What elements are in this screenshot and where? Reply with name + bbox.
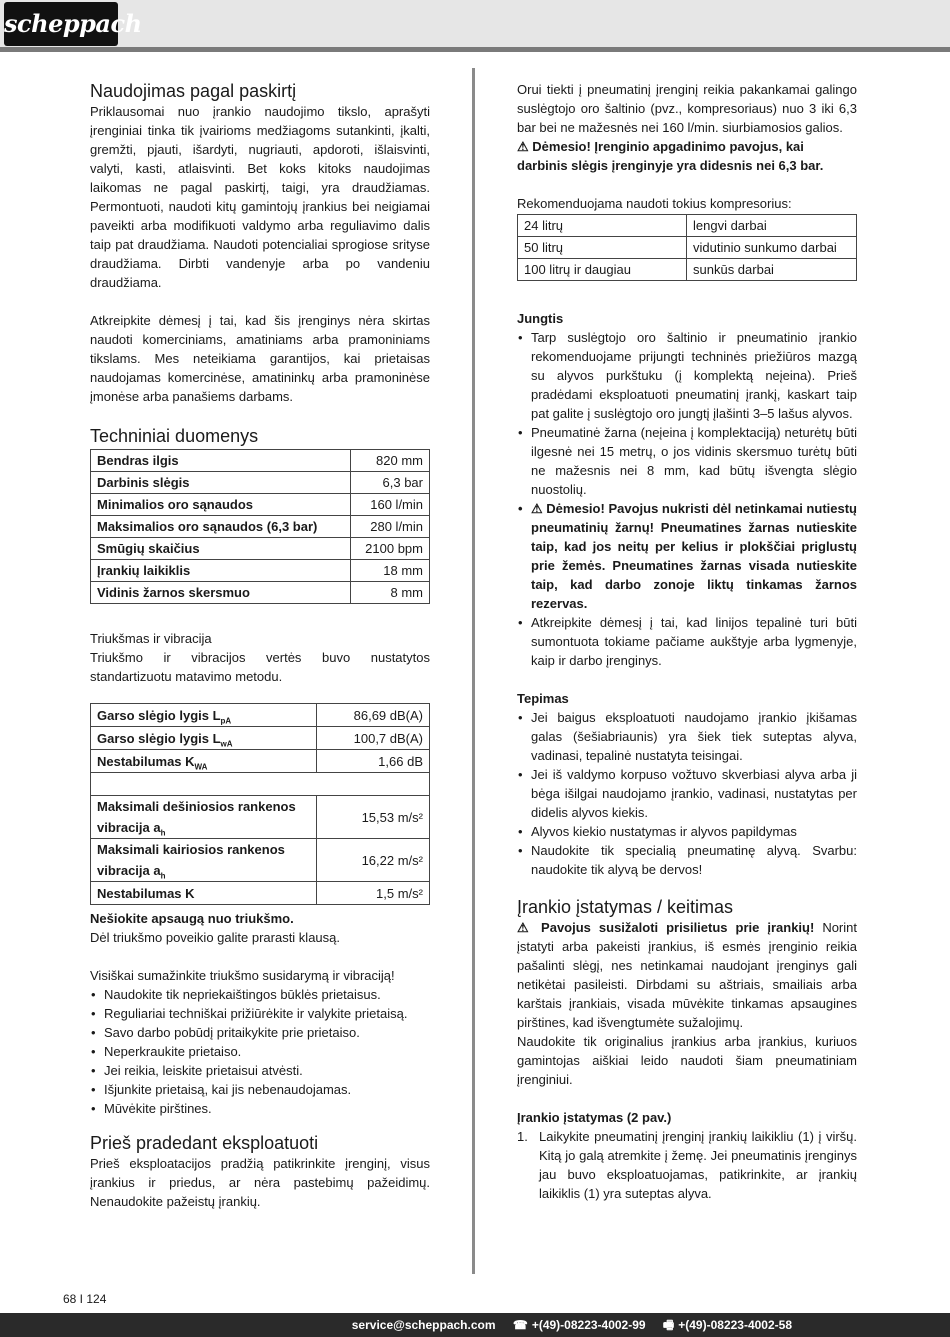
list-item: • Pneumatinė žarna (neįeina į komplektaciją) neturėtų būti ilgesnė nei 15 metrų, o jos vidinis skersmuo turėtų būti ne mažesnis nei 8 mm, kad būtų išvengta slėgio nuostolių. [517,423,857,499]
lube-list [517,708,857,879]
page-number: 68 I 124 [63,1292,107,1306]
tech-value: 8 mm [351,582,430,604]
list-item: • Naudokite tik specialią pneumatinę alyvą. Svarbu: naudokite tik alyvą be dervos! [517,841,857,879]
lube-heading: Tepimas [517,691,569,706]
before-start-text: Prieš eksploatacijos pradžią patikrinkite įrenginį, visus įrankius ir priedus, ar nėra pastebimų pažeidimų. Nenaudokite pažeistų įrankių. [90,1156,430,1209]
table-row [91,582,430,604]
noise-label [91,750,317,773]
tech-data-heading: Techniniai duomenys [90,426,259,446]
table-row [91,538,430,560]
warning-icon: ⚠ [517,139,529,154]
phone-icon: ☎ [512,1318,528,1332]
list-item: • Naudokite tik nepriekaištingos būklės prietaisus. [90,985,430,1004]
header-bar [0,0,950,48]
list-item: • Tarp suslėgtojo oro šaltinio ir pneumatinio įrankio rekomenduojame prijungti techninės priežiūros mazgą su alyvos purkštuku (į komplektą neįeina). Prieš pradėdami eksploatuoti pneumatinį įrankį, kaskart taip pat galite į suslėgtojo oro jungtį įlašinti 3–5 lašus alyvos. [517,328,857,423]
table-row [91,839,430,882]
air-warning: ⚠ Dėmesio! Įrenginio apgadinimo pavojus, kai darbinis slėgis įrenginyje yra didesnis nei 6,3 bar. [517,139,824,173]
connect-warning-text: Dėmesio! Pavojus nukristi dėl netinkamai nutiestų pneumatinių žarnų! Pneumatines žarnas nutieskite taip, kad jos neitų per kelius ir plokščiai priglustų prie žemės. Pneumatines žarnas visada nutieskite taip, kad darbo zonoje liktų tinkamas žarnos rezervas. [531,501,857,611]
tool-warning: ⚠ Pavojus susižaloti prisilietus prie įrankių! Norint įstatyti arba pakeisti įrankius, iš esmės įrenginio reikia pašalinti slėgį, nes netinkamai naudojant įrenginys gali netikėtai pasileisti. Dirbdami su aštriais, smailiais arba karštais įrankiais, visada mūvėkite tinkamas apsaugines pirštines, kad išvengtumėte sužalojimų. [517,920,857,1030]
table-row [91,516,430,538]
noise-label [91,704,317,727]
warning-icon: ⚠ [531,501,547,516]
connect-heading: Jungtis [517,311,564,326]
tech-value: 160 l/min [351,494,430,516]
noise-label-text: Maksimali dešiniosios rankenos vibracija a [97,799,296,835]
column-divider [472,68,475,1274]
intended-use-text: Priklausomai nuo įrankio naudojimo tikslo, aprašyti įrenginiai tinka tik įvairioms medžiagoms sutankinti, įkalti, gremžti, pjauti, išardyti, nugriauti, apdoroti, išlaisvinti, valyti, kasti, atlaisvinti. Bet koks kitoks naudojimas laikomas ne pagal paskirtį, taigi, yra draudžiamas. Permontuoti, naudoti kitų gamintojų įrankius bei neigiamai paveikti arba modifikuoti valdymo arba reguliavimo dalis taip pat draudžiama. Naudoti potencialiai sprogiose srityse draudžiama. Dirbti vandenyje arba po vandeniu draudžiama. [90,104,430,290]
tech-label: Įrankių laikiklis [91,560,351,582]
list-item: • Jei baigus eksploatuoti naudojamo įrankio įkišamas galas (šešiabriaunis) yra šiek tiek suteptas alyva, vadinasi, tepalinė nustatyta teisingai. [517,708,857,765]
tech-value: 280 l/min [351,516,430,538]
noise-label-sub: pA [220,716,232,726]
compressor-intro: Rekomenduojama naudoti tokius kompresorius: [517,196,792,211]
tool-text: Naudokite tik originalius įrankius arba įrankius, kuriuos gamintojas aiškiai leido naudoti šiam pneumatiniam įrenginiui. [517,1034,857,1087]
intended-use-heading: Naudojimas pagal paskirtį [90,81,297,101]
compressor-use: vidutinio sunkumo darbai [687,237,857,259]
tech-label: Vidinis žarnos skersmuo [91,582,351,604]
protection-bold: Nešiokite apsaugą nuo triukšmo. [90,911,294,926]
tech-value: 820 mm [351,450,430,472]
table-row [91,750,430,773]
noise-table [90,703,430,905]
right-column [517,80,857,1203]
tool-change-heading: Įrankio įstatymas / keitimas [517,897,734,917]
tech-value: 6,3 bar [351,472,430,494]
compressor-use: sunkūs darbai [687,259,857,281]
notice-text: Atkreipkite dėmesį į tai, kad šis įrenginys nėra skirtas naudoti komerciniams, amatiniams arba pramoniniams tikslams. Mes neteikiama garantijos, kai prietaisas naudojamas komercinėse, amatininkų arba pramoninėse įmonėse arba panašiems darbams. [90,313,430,404]
insert-heading: Įrankio įstatymas (2 pav.) [517,1110,672,1125]
table-row [518,259,857,281]
table-row [91,796,430,839]
list-item: • Reguliariai techniškai prižiūrėkite ir valykite prietaisą. [90,1004,430,1023]
table-row [91,560,430,582]
list-item: • Neperkraukite prietaiso. [90,1042,430,1061]
noise-label-text: Garso slėgio lygis L [97,730,221,746]
table-row [91,704,430,727]
noise-label-text: Nestabilumas K [97,885,195,901]
list-item: • Jei reikia, leiskite prietaisui atvėsti. [90,1061,430,1080]
reduce-list [90,985,430,1118]
table-row [91,472,430,494]
warning-icon: ⚠ [517,920,534,935]
air-supply-text: Orui tiekti į pneumatinį įrenginį reikia pakankamai galingo suslėgtojo oro šaltinio (pvz., kompresoriaus) nuo 3 iki 6,3 bar bei ne mažesnės nei 160 l/min. siurbiamosios galios. [517,82,857,135]
spacer-row [91,773,430,796]
table-row [518,237,857,259]
noise-label-sub: h [160,871,166,881]
list-item [517,1127,857,1203]
noise-label [91,727,317,750]
noise-label-sub: h [160,828,166,838]
reduce-text: Visiškai sumažinkite triukšmo susidarymą ir vibraciją! [90,968,395,983]
noise-label [91,839,317,882]
tech-label: Maksimalios oro sąnaudos (6,3 bar) [91,516,351,538]
noise-label [91,882,317,905]
header-stripe [0,47,950,52]
spacer-cell [91,773,430,796]
footer-bar [0,1313,950,1337]
tech-label: Bendras ilgis [91,450,351,472]
list-item: • Savo darbo pobūdį pritaikykite prie prietaiso. [90,1023,430,1042]
noise-label-sub: wA [220,739,233,749]
table-row [518,215,857,237]
noise-value: 1,5 m/s² [317,882,430,905]
step-text: Laikykite pneumatinį įrenginį įrankių laikikliu (1) į viršų. Kitą jo galą atremkite į žemę. Jei pneumatinis įrenginys jau buvo eksploatuojamas, patikrinkite, ar įrankių laikiklis (1) yra suteptas alyva. [539,1129,857,1201]
footer-phone: +(49)-08223-4002-99 [531,1318,646,1332]
noise-text: Triukšmo ir vibracijos vertės buvo nustatytos standartizuotu matavimo metodu. [90,650,430,684]
list-item: • Atkreipkite dėmesį į tai, kad linijos tepalinė turi būti sumontuota tokiame pačiame aukštyje arba lygmenyje, kaip ir darbo įrenginys. [517,613,857,670]
table-row [91,882,430,905]
protection-text: Dėl triukšmo poveikio galite prarasti klausą. [90,930,340,945]
noise-heading: Triukšmas ir vibracija [90,631,212,646]
before-start-heading: Prieš pradedant eksploatuoti [90,1133,319,1153]
compressor-use: lengvi darbai [687,215,857,237]
noise-value: 16,22 m/s² [317,839,430,882]
table-row [91,450,430,472]
list-item: • Mūvėkite pirštines. [90,1099,430,1118]
list-item: • Jei iš valdymo korpuso vožtuvo skverbiasi alyva arba ji bėga išilgai naudojamo įrankio, vadinasi, nustatytas per didelis alyvos kiekis. [517,765,857,822]
list-item [517,499,857,613]
tech-value: 18 mm [351,560,430,582]
noise-label-text: Maksimali kairiosios rankenos vibracija a [97,842,285,878]
connect-list [517,328,857,670]
noise-value: 100,7 dB(A) [317,727,430,750]
footer-email[interactable]: service@scheppach.com [351,1318,496,1332]
compressor-size: 50 litrų [518,237,687,259]
table-row [91,494,430,516]
noise-value: 1,66 dB [317,750,430,773]
tech-label: Darbinis slėgis [91,472,351,494]
noise-label-text: Garso slėgio lygis L [97,707,221,723]
compressor-size: 24 litrų [518,215,687,237]
brand-logo: scheppach [4,2,118,46]
compressor-size: 100 litrų ir daugiau [518,259,687,281]
left-column [90,80,430,1211]
tech-label: Smūgių skaičius [91,538,351,560]
compressor-table [517,214,857,281]
step-number: 1. [517,1129,528,1144]
list-item: • Alyvos kiekio nustatymas ir alyvos papildymas [517,822,857,841]
table-row [91,727,430,750]
noise-value: 15,53 m/s² [317,796,430,839]
insert-steps [517,1127,857,1203]
tech-label: Minimalios oro sąnaudos [91,494,351,516]
fax-icon: 🖷 [662,1318,675,1332]
noise-label-text: Nestabilumas K [97,753,195,769]
noise-label [91,796,317,839]
tech-value: 2100 bpm [351,538,430,560]
tech-data-table [90,449,430,604]
noise-value: 86,69 dB(A) [317,704,430,727]
noise-label-sub: WA [194,762,208,772]
list-item: • Išjunkite prietaisą, kai jis nebenaudojamas. [90,1080,430,1099]
footer-fax: +(49)-08223-4002-58 [678,1318,792,1332]
